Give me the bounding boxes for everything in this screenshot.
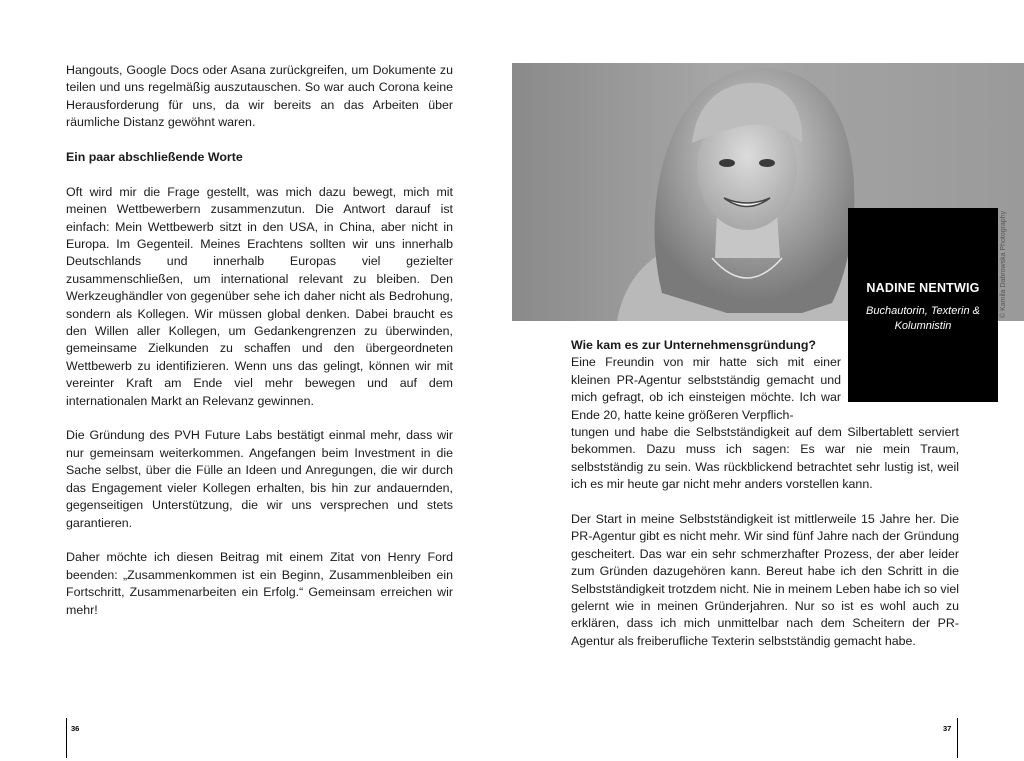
left-paragraph-3: Die Gründung des PVH Future Labs bestätigt einmal mehr, dass wir nur gemeinsam weiterkommen. Angefangen beim Investment in die Sache selbst, über die Fülle an Ideen und Anregungen, die wir durch das Engagement vieler Kollegen erhalten, bis hin zur andauernden, gegenseitigen Unterstützung, die wir uns versprechen und stets garantieren. xyxy=(66,428,453,530)
author-role: Buchautorin, Texterin & Kolumnistin xyxy=(866,305,980,332)
right-page-text-wide xyxy=(571,424,959,494)
right-paragraph-2: Der Start in meine Selbstständigkeit ist mittlerweile 15 Jahre her. Die PR-Agentur gibt es nicht mehr. Wir sind fünf Jahre nach der Gründung gescheitert. Das war ein sehr schmerzhafter Prozess, der aber leider zum Gründen dazugehören kann. Bereut habe ich den Schritt in die Selbstständigkeit trotzdem nicht. Nie in meinem Leben habe ich so viel gelernt wie in meinen Gründerjahren. Nur so ist es wohl auch zu erklären, dass ich mich unmittelbar nach dem Scheitern der PR-Agentur als freiberufliche Texterin selbstständig gemacht habe. xyxy=(571,512,959,648)
left-section-heading: Ein paar abschließende Worte xyxy=(66,150,243,165)
right-page-number: 37 xyxy=(943,724,952,733)
author-name-box xyxy=(848,208,998,402)
left-page-marker xyxy=(66,718,67,758)
left-page-text xyxy=(66,62,453,619)
photo-credit: © Kamila Dabrowska Photography xyxy=(1000,210,1007,318)
left-paragraph-4: Daher möchte ich diesen Beitrag mit einem Zitat von Henry Ford beenden: „Zusammenkommen ist ein Beginn, Zusammenbleiben ein Fortschritt, Zusammenarbeiten ein Erfolg.“ Gemeinsam erreichen wir mehr! xyxy=(66,550,453,617)
right-paragraph-1-narrow: Eine Freundin von mir hatte sich mit einer kleinen PR-Agentur selbstständig gemacht und mich gefragt, ob ich einsteigen möchte. Ich war Ende 20, hatte keine größeren Verpflich- xyxy=(571,355,841,422)
right-page-text-2 xyxy=(571,511,959,650)
left-page-number: 36 xyxy=(71,724,80,733)
right-page-marker xyxy=(957,718,958,758)
right-paragraph-1-wide: tungen und habe die Selbstständigkeit auf dem Silbertablett serviert bekommen. Dazu muss ich sagen: Es war nie mein Traum, selbstständig zu sein. Was rückblickend betrachtet sehr lustig ist, weil ich es mir heute gar nicht mehr anders vorstellen kann. xyxy=(571,425,959,492)
left-paragraph-2: Oft wird mir die Frage gestellt, was mich dazu bewegt, mich mit meinen Wettbewerbern zusammenzutun. Die Antwort darauf ist einfach: Mein Wettbewerb sitzt in den USA, in China, aber nicht in Europa. Im Gegenteil. Meines Erachtens sollten wir uns innerhalb Deutschlands und innerhalb Europas viel gezielter zusammenschließen, um international relevant zu bleiben. Den Werkzeughändler von gegenüber sehe ich daher nicht als Bedrohung, sondern als Kollegen. Wir müssen global denken. Dabei braucht es den Willen aller Kollegen, um Gedankengrenzen zu überwinden, gemeinsame Zielkunden zu schaffen und den übergeordneten Wettbewerb zu identifizieren. Wenn uns das gelingt, können wir mit vereinter Kraft am Ende viel mehr bewegen und auf dem internationalen Markt an Relevanz gewinnen. xyxy=(66,184,453,408)
author-name: NADINE NENTWIG xyxy=(866,281,980,295)
right-section-heading: Wie kam es zur Unternehmensgründung? xyxy=(571,338,816,352)
right-page-text-narrow xyxy=(571,337,841,424)
left-paragraph-1: Hangouts, Google Docs oder Asana zurückgreifen, um Dokumente zu teilen und uns regelmäßig auszutauschen. So war auch Corona keine Herausforderung für uns, da wir bereits an das Arbeiten über räumliche Distanz gewöhnt waren. xyxy=(66,63,453,130)
